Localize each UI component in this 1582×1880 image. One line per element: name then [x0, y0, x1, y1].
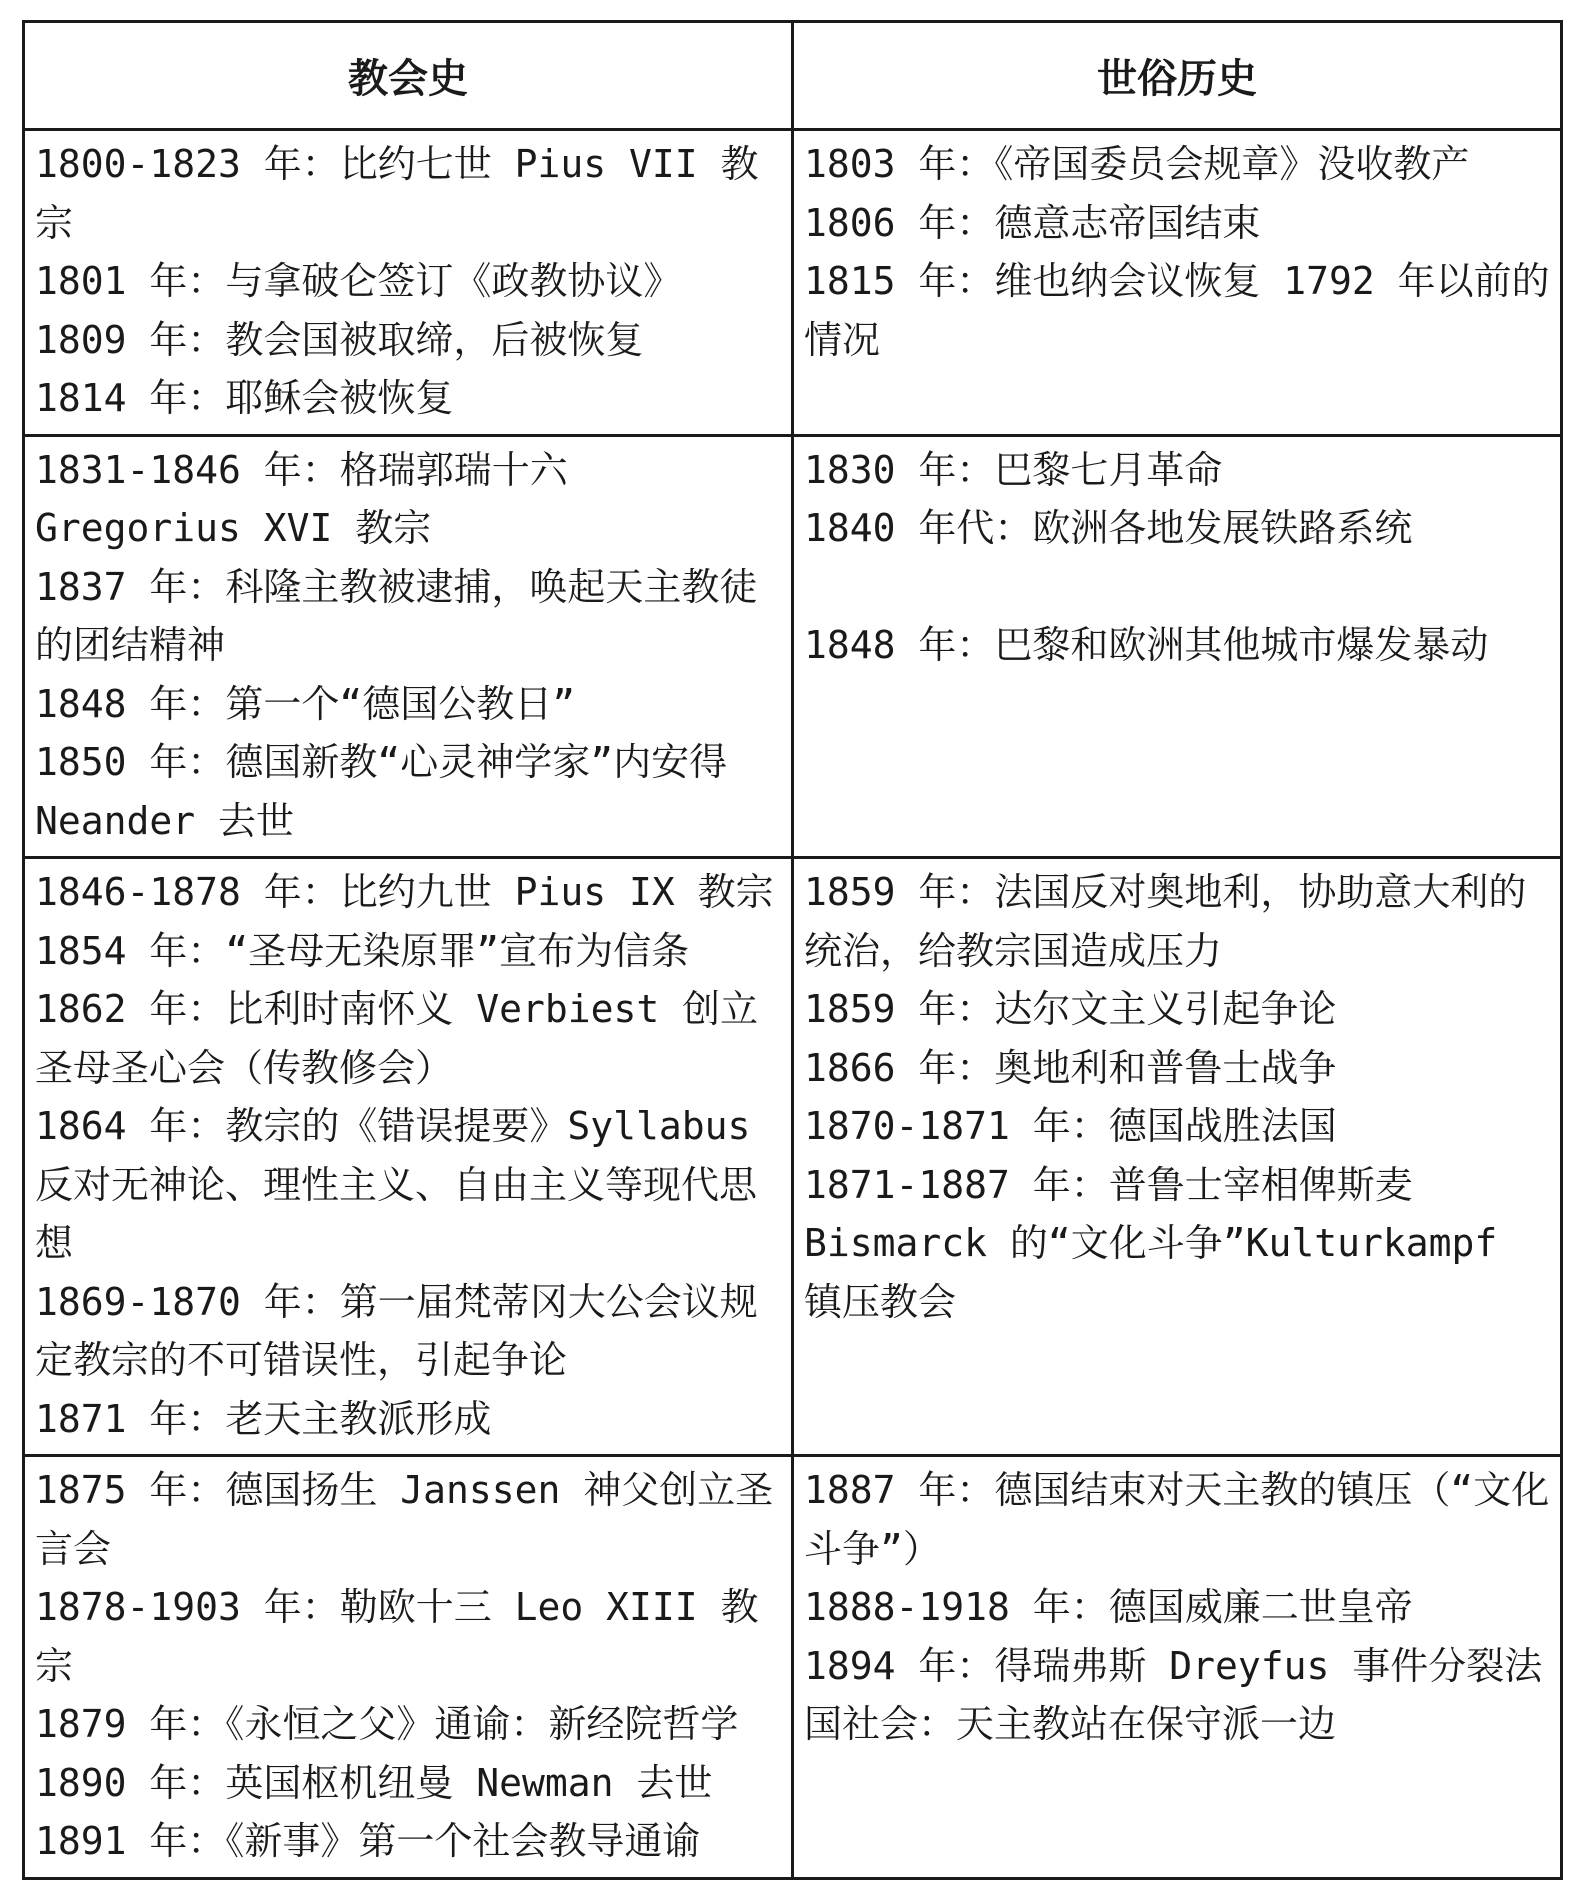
church-entry: 1831-1846 年：格瑞郭瑞十六 Gregorius XVI 教宗	[35, 447, 568, 550]
table-row	[24, 858, 1562, 1456]
church-entry: 1878-1903 年：勒欧十三 Leo XIII 教宗	[35, 1585, 759, 1688]
church-entry: 1875 年：德国扬生 Janssen 神父创立圣言会	[35, 1468, 774, 1571]
secular-entry: 1859 年：达尔文主义引起争论	[804, 987, 1337, 1031]
secular-entry: 1870-1871 年：德国战胜法国	[804, 1104, 1337, 1148]
history-table-container	[22, 20, 1560, 1880]
secular-entry: 1830 年：巴黎七月革命	[804, 447, 1223, 492]
secular-entry: 1848 年：巴黎和欧洲其他城市爆发暴动	[804, 623, 1489, 667]
header-secular-history: 世俗历史	[793, 22, 1562, 130]
church-entry: 1890 年：英国枢机纽曼 Newman 去世	[35, 1760, 713, 1805]
church-history-cell	[24, 858, 793, 1456]
church-entry: 1854 年：“圣母无染原罪”宣布为信条	[35, 928, 690, 973]
secular-entry: 1859 年：法国反对奥地利，协助意大利的统治，给教宗国造成压力	[804, 870, 1527, 973]
church-entry: 1871 年：老天主教派形成	[35, 1396, 492, 1441]
table-row	[24, 1456, 1562, 1879]
church-entry: 1869-1870 年：第一届梵蒂冈大公会议规定教宗的不可错误性，引起争论	[35, 1279, 758, 1382]
church-entry: 1801 年：与拿破仑签订《政教协议》	[35, 259, 682, 303]
secular-entry: 1840 年代：欧洲各地发展铁路系统	[804, 506, 1413, 550]
church-entry: 1864 年：教宗的《错误提要》Syllabus 反对无神论、理性主义、自由主义等现代思想	[35, 1104, 758, 1265]
church-entry: 1879 年：《永恒之父》通谕：新经院哲学	[35, 1702, 739, 1746]
secular-entry: 1803 年：《帝国委员会规章》没收教产	[804, 142, 1470, 186]
church-entry: 1850 年：德国新教“心灵神学家”内安得 Neander 去世	[35, 740, 728, 843]
church-entry: 1809 年：教会国被取缔，后被恢复	[35, 317, 644, 362]
church-entry: 1846-1878 年：比约九世 Pius IX 教宗	[35, 870, 774, 914]
table-row	[24, 435, 1562, 858]
church-entry: 1891 年：《新事》第一个社会教导通谕	[35, 1819, 701, 1863]
church-entry: 1837 年：科隆主教被逮捕，唤起天主教徒的团结精神	[35, 564, 758, 667]
secular-entry: 1887 年：德国结束对天主教的镇压（“文化斗争”）	[804, 1468, 1550, 1571]
table-row	[24, 130, 1562, 436]
church-history-cell	[24, 130, 793, 436]
secular-history-cell	[793, 1456, 1562, 1879]
secular-history-cell	[793, 858, 1562, 1456]
secular-entry: 1806 年：德意志帝国结束	[804, 200, 1261, 245]
table-header-row	[24, 22, 1562, 130]
secular-history-cell	[793, 130, 1562, 436]
secular-entry: 1815 年：维也纳会议恢复 1792 年以前的情况	[804, 259, 1550, 362]
church-entry: 1800-1823 年：比约七世 Pius VII 教宗	[35, 142, 759, 245]
church-entry: 1814 年：耶稣会被恢复	[35, 376, 454, 420]
secular-entry: 1894 年：得瑞弗斯 Dreyfus 事件分裂法国社会：天主教站在保守派一边	[804, 1643, 1543, 1746]
secular-entry: 1888-1918 年：德国威廉二世皇帝	[804, 1585, 1413, 1629]
secular-entry: 1871-1887 年：普鲁士宰相俾斯麦 Bismarck 的“文化斗争”Kulturkampf 镇压教会	[804, 1162, 1498, 1324]
secular-entry: 1866 年：奥地利和普鲁士战争	[804, 1045, 1337, 1090]
church-entry: 1862 年：比利时南怀义 Verbiest 创立圣母圣心会（传教修会）	[35, 987, 759, 1090]
history-comparison-table	[22, 20, 1563, 1880]
header-church-history: 教会史	[24, 22, 793, 130]
secular-history-cell	[793, 435, 1562, 858]
church-history-cell	[24, 435, 793, 858]
church-history-cell	[24, 1456, 793, 1879]
church-entry: 1848 年：第一个“德国公教日”	[35, 681, 576, 726]
